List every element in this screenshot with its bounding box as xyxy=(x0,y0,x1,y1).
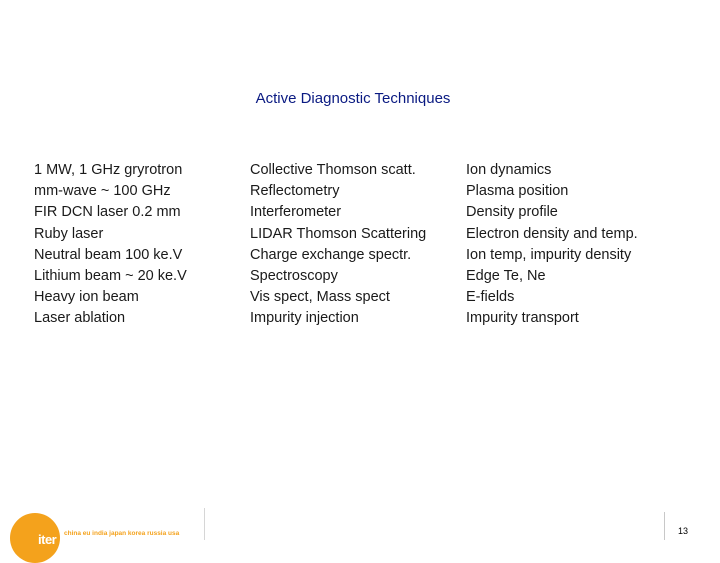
column-techniques xyxy=(250,160,426,330)
list-item: E-fields xyxy=(466,289,515,306)
footer-divider xyxy=(204,508,205,540)
list-item: Edge Te, Ne xyxy=(466,268,546,285)
list-item: LIDAR Thomson Scattering xyxy=(250,225,427,242)
list-item: Ion temp, impurity density xyxy=(466,246,632,263)
logo-text: iter xyxy=(38,532,57,547)
list-item: Reflectometry xyxy=(250,183,340,200)
list-item: Charge exchange spectr. xyxy=(250,246,412,263)
iter-logo xyxy=(10,513,60,563)
list-item: Impurity transport xyxy=(466,310,579,327)
slide-footer xyxy=(0,504,720,547)
list-item: 1 MW, 1 GHz gryrotron xyxy=(34,162,183,178)
page-number: 13 xyxy=(678,526,689,536)
list-item: Interferometer xyxy=(250,204,342,221)
footer-divider xyxy=(664,512,665,540)
column-measurements xyxy=(466,160,638,330)
list-item: Lithium beam ~ 20 ke.V xyxy=(34,268,187,285)
list-item: Impurity injection xyxy=(250,310,359,327)
list-item: Collective Thomson scatt. xyxy=(250,162,416,178)
list-item: Plasma position xyxy=(466,183,569,200)
column-beam-sources xyxy=(34,160,187,330)
list-item: Laser ablation xyxy=(34,310,126,327)
list-item: Spectroscopy xyxy=(250,268,338,285)
member-countries: china eu india japan korea russia usa xyxy=(64,530,180,537)
list-item: mm-wave ~ 100 GHz xyxy=(34,183,171,200)
list-item: Neutral beam 100 ke.V xyxy=(34,246,183,263)
list-item: Vis spect, Mass spect xyxy=(250,289,390,306)
list-item: Density profile xyxy=(466,204,558,221)
slide-title: Active Diagnostic Techniques xyxy=(255,90,451,107)
list-item: Heavy ion beam xyxy=(34,289,139,306)
list-item: FIR DCN laser 0.2 mm xyxy=(34,204,181,221)
list-item: Ion dynamics xyxy=(466,162,552,178)
list-item: Electron density and temp. xyxy=(466,225,638,242)
list-item: Ruby laser xyxy=(34,225,104,242)
